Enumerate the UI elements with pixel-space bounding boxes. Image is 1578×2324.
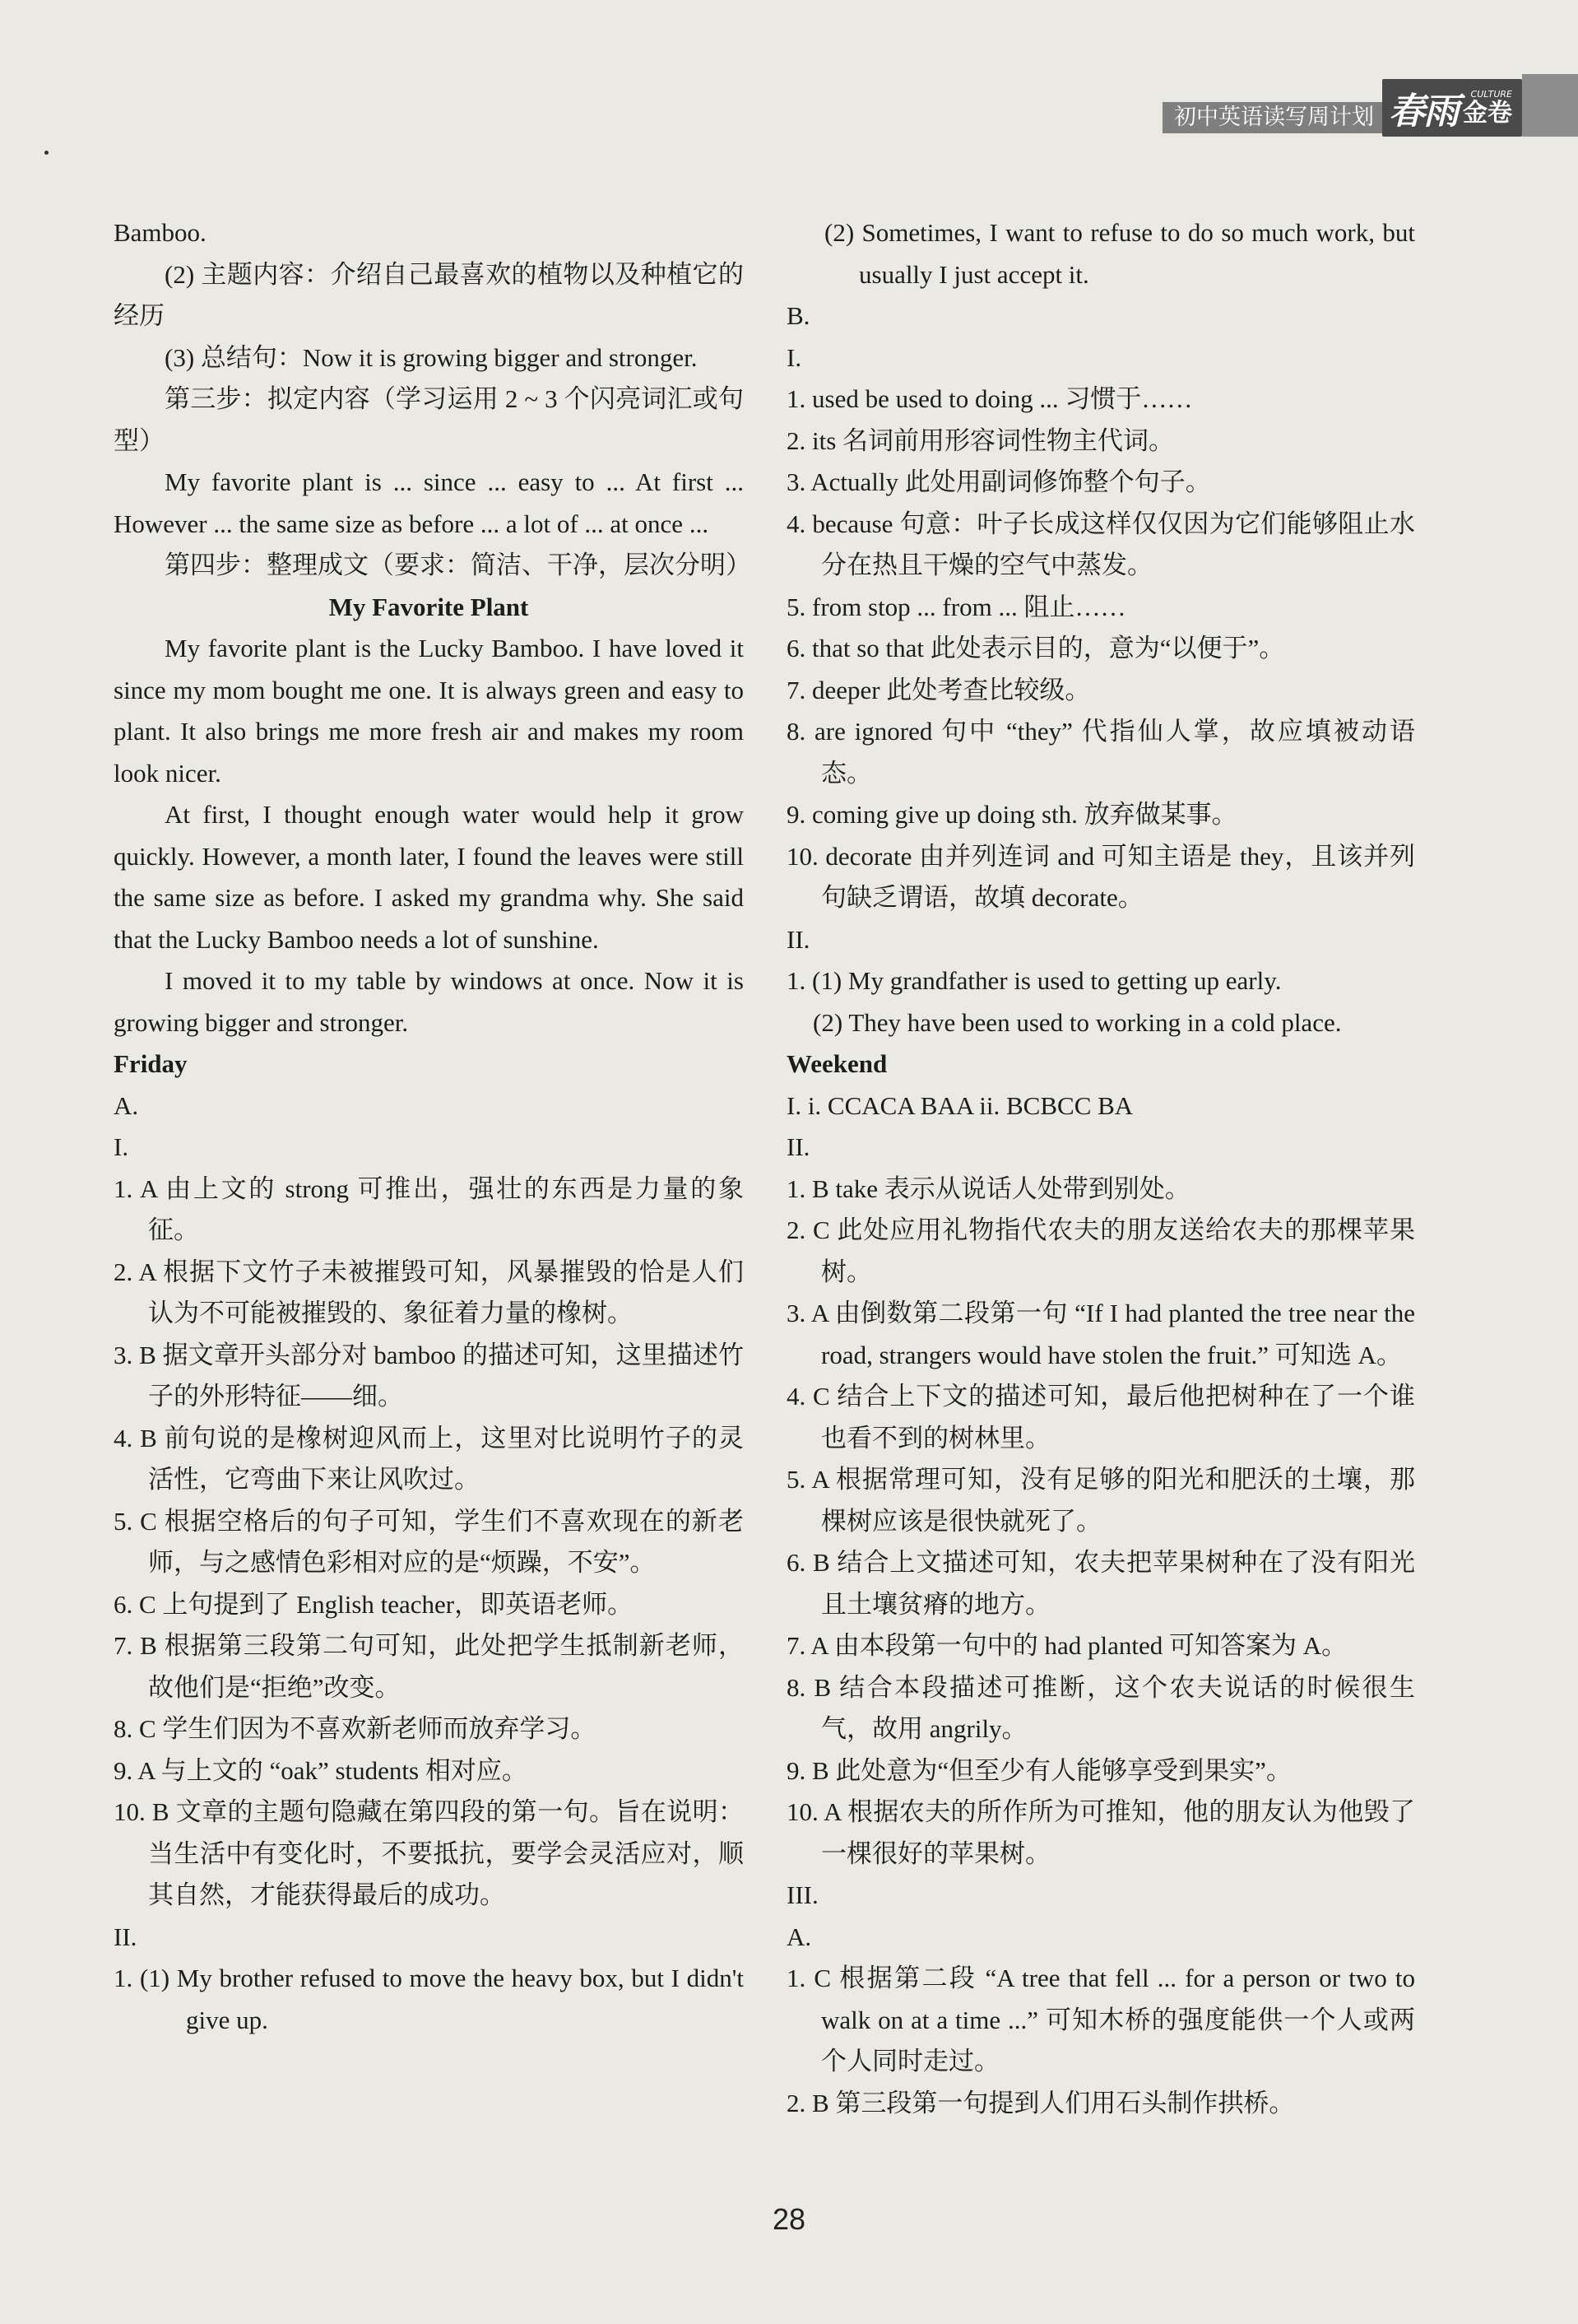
- answer-item: 2. C 此处应用礼物指代农夫的朋友送给农夫的那棵苹果树。: [787, 1215, 1415, 1286]
- answer-item: 1. B take 表示从说话人处带到别处。: [787, 1174, 1190, 1203]
- answer-item: 3. B 据文章开头部分对 bamboo 的描述可知，这里描述竹子的外形特征——细。: [114, 1340, 744, 1411]
- essay-paragraph: At first, I thought enough water would help it grow quickly. However, a month later, I found the leaves were still the same size as before. I asked my grandma why. She said that the Lucky Bamboo needs a lot of sunshine.: [114, 800, 744, 954]
- answer-item: 7. deeper 此处考查比较级。: [787, 675, 1091, 704]
- brand-side: [1463, 89, 1512, 128]
- answer-item: 1. A 由上文的 strong 可推出，强壮的东西是力量的象征。: [114, 1174, 744, 1244]
- section-label: III.: [787, 1880, 819, 1909]
- answer-item: 9. A 与上文的 “oak” students 相对应。: [114, 1755, 527, 1785]
- essay-title: My Favorite Plant: [328, 592, 529, 621]
- section-label: I.: [114, 1132, 129, 1161]
- answer-item: 9. coming give up doing sth. 放弃做某事。: [787, 800, 1237, 829]
- answer-item: 5. A 根据常理可知，没有足够的阳光和肥沃的土壤，那棵树应该是很快就死了。: [787, 1465, 1415, 1536]
- essay-paragraph: My favorite plant is the Lucky Bamboo. I have loved it since my mom bought me one. It is always green and easy to plant. It also brings me more fresh air and makes my room look nicer.: [114, 634, 744, 788]
- right-column: [787, 212, 1415, 2124]
- answer-item: 3. Actually 此处用副词修饰整个句子。: [787, 467, 1211, 496]
- answer-item: 10. B 文章的主题句隐藏在第四段的第一句。旨在说明：当生活中有变化时，不要抵抗，要学会灵活应对，顺其自然，才能获得最后的成功。: [114, 1797, 744, 1909]
- answer-item: 7. B 根据第三段第二句可知，此处把学生抵制新老师，故他们是“拒绝”改变。: [114, 1631, 744, 1702]
- answer-item: 1. (1) My brother refused to move the heavy box, but I didn't give up.: [114, 1964, 744, 2034]
- answer-item: 8. B 结合本段描述可推断，这个农夫说话的时候很生气，故用 angrily。: [787, 1672, 1415, 1743]
- answer-item: (2) They have been used to working in a cold place.: [813, 1007, 1342, 1037]
- series-label: 初中英语读写周计划: [1163, 102, 1382, 133]
- answer-item: 1. C 根据第二段 “A tree that fell ... for a person or two to walk on at a time ...” 可知木桥的强度能供一个人或两个人同时走过。: [787, 1964, 1415, 2075]
- answer-item: 6. C 上句提到了 English teacher，即英语老师。: [114, 1589, 634, 1619]
- answer-item: 5. C 根据空格后的句子可知，学生们不喜欢现在的新老师，与之感情色彩相对应的是“烦躁，不安”。: [114, 1506, 744, 1577]
- text-line: 第三步：拟定内容（学习运用 2 ~ 3 个闪亮词汇或句型）: [114, 384, 744, 455]
- text-line: 第四步：整理成文（要求：简洁、干净，层次分明）: [165, 551, 751, 579]
- text-line: (3) 总结句：Now it is growing bigger and stronger.: [165, 342, 698, 372]
- text-line: Bamboo.: [114, 218, 207, 247]
- answer-item: 3. A 由倒数第二段第一句 “If I had planted the tree near the road, strangers would have stolen the fruit.” 可知选 A。: [787, 1299, 1415, 1369]
- answer-item: 10. decorate 由并列连词 and 可知主语是 they，且该并列句缺乏谓语，故填 decorate。: [787, 841, 1415, 912]
- section-heading: Weekend: [787, 1049, 888, 1078]
- header-stripe: [1522, 74, 1578, 137]
- left-column: [114, 212, 751, 2041]
- section-label: II.: [787, 1132, 810, 1161]
- answer-item: 2. its 名词前用形容词性物主代词。: [787, 425, 1175, 455]
- brand-logo: [1382, 79, 1522, 137]
- answer-item: 8. are ignored 句中 “they” 代指仙人掌，故应填被动语态。: [787, 717, 1415, 788]
- section-label: B.: [787, 301, 810, 330]
- section-heading: Friday: [114, 1049, 188, 1078]
- answer-item: 4. B 前句说的是橡树迎风而上，这里对比说明竹子的灵活性，它弯曲下来让风吹过。: [114, 1423, 744, 1494]
- answer-item: 4. C 结合上下文的描述可知，最后他把树种在了一个谁也看不到的树林里。: [787, 1382, 1415, 1452]
- answer-item: 1. used be used to doing ... 习惯于……: [787, 384, 1193, 413]
- answer-item: 9. B 此处意为“但至少有人能够享受到果实”。: [787, 1755, 1292, 1785]
- answer-item: 1. (1) My grandfather is used to getting up early.: [787, 966, 1282, 995]
- essay-paragraph: I moved it to my table by windows at once. Now it is growing bigger and stronger.: [114, 966, 744, 1037]
- page-header: [1119, 79, 1522, 137]
- answer-item: 2. B 第三段第一句提到人们用石头制作拱桥。: [787, 2088, 1295, 2117]
- brand-main: 春雨: [1389, 91, 1458, 132]
- answer-item: 6. that so that 此处表示目的，意为“以便于”。: [787, 634, 1285, 662]
- answer-item: 10. A 根据农夫的所作所为可推知，他的朋友认为他毁了一棵很好的苹果树。: [787, 1797, 1415, 1868]
- text-line: My favorite plant is ... since ... easy to ... At first ... However ... the same size as before ... a lot of ... at once ...: [114, 467, 744, 538]
- section-label: A.: [114, 1090, 139, 1120]
- print-dot: [44, 151, 49, 155]
- page-number: 28: [772, 2202, 806, 2236]
- section-label: A.: [787, 1922, 812, 1951]
- answer-item: I. i. CCACA BAA ii. BCBCC BA: [787, 1090, 1134, 1120]
- section-label: II.: [787, 924, 810, 954]
- answer-item: 7. A 由本段第一句中的 had planted 可知答案为 A。: [787, 1631, 1348, 1660]
- answer-item: 8. C 学生们因为不喜欢新老师而放弃学习。: [114, 1714, 596, 1743]
- answer-item: 5. from stop ... from ... 阻止……: [787, 592, 1126, 621]
- answer-item: (2) Sometimes, I want to refuse to do so much work, but usually I just accept it.: [824, 218, 1415, 289]
- brand-sub: 金卷: [1463, 98, 1512, 128]
- answer-item: 6. B 结合上文描述可知，农夫把苹果树种在了没有阳光且土壤贫瘠的地方。: [787, 1548, 1415, 1619]
- answer-item: 4. because 句意：叶子长成这样仅仅因为它们能够阻止水分在热且干燥的空气中蒸发。: [787, 509, 1415, 579]
- answer-item: 2. A 根据下文竹子未被摧毁可知，风暴摧毁的恰是人们认为不可能被摧毁的、象征着力量的橡树。: [114, 1257, 744, 1327]
- text-line: (2) 主题内容：介绍自己最喜欢的植物以及种植它的经历: [114, 259, 744, 330]
- brand-tag: CULTURE: [1470, 88, 1512, 100]
- section-label: I.: [787, 342, 802, 372]
- section-label: II.: [114, 1922, 137, 1951]
